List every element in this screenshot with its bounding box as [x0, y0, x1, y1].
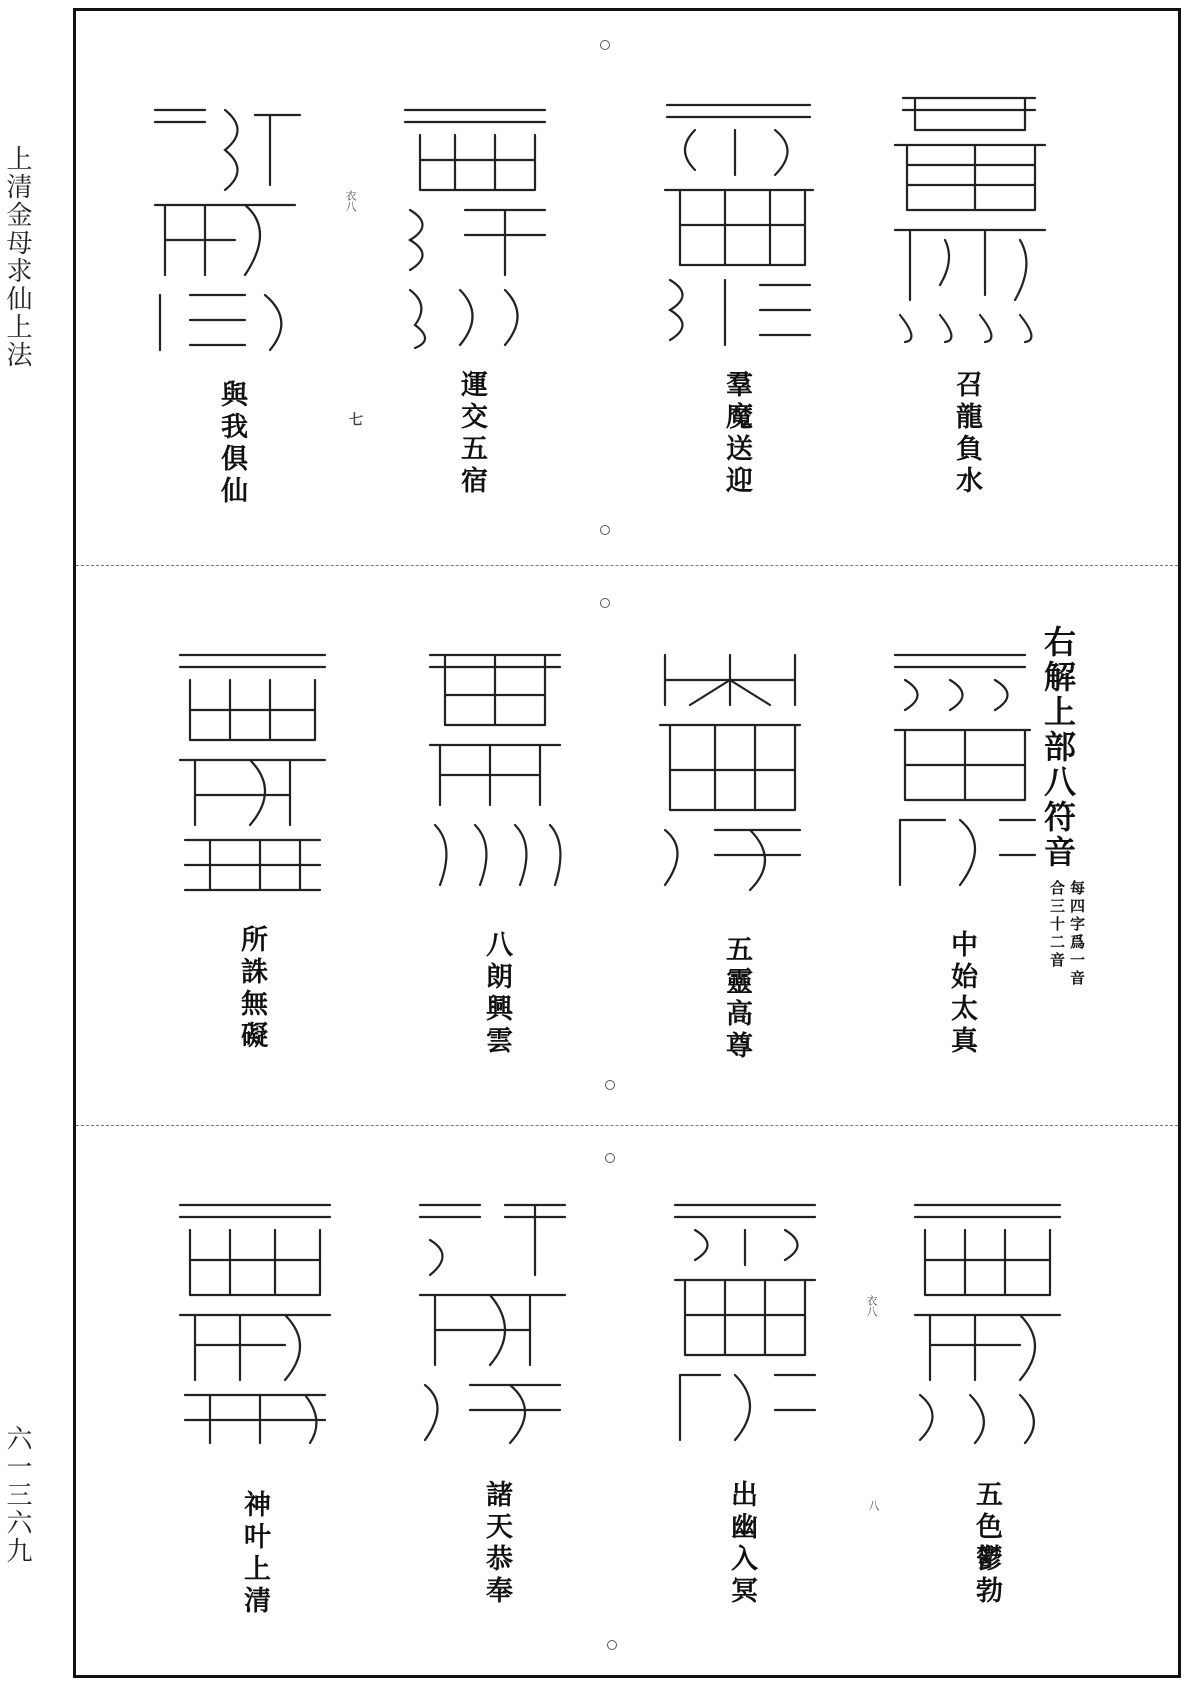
binding-hole-icon	[607, 1640, 617, 1650]
section-heading: 右解上部八符音	[1039, 625, 1077, 870]
book-title: 上清金母求仙上法	[2, 145, 32, 369]
talisman-caption: 所誅無礙	[236, 925, 267, 1053]
seal-script-glyph-icon	[420, 645, 570, 890]
register-divider-upper	[76, 565, 1178, 566]
seal-script-glyph-icon	[885, 90, 1055, 350]
talisman-caption: 諸天恭奉	[481, 1480, 512, 1608]
talisman-caption: 神叶上清	[239, 1490, 270, 1618]
seal-script-glyph-icon	[665, 1195, 825, 1445]
seal-script-glyph-icon	[145, 100, 305, 355]
binding-hole-icon	[600, 40, 610, 50]
talisman-caption: 出幽入冥	[726, 1480, 757, 1608]
talisman-caption: 五靈高尊	[721, 935, 752, 1063]
seal-script-glyph-icon	[885, 645, 1040, 890]
talisman-caption: 中始太真	[946, 930, 977, 1058]
margin-mark: 八	[867, 1500, 880, 1511]
seal-script-glyph-icon	[170, 645, 335, 895]
margin-mark: 七	[347, 412, 363, 426]
register-divider-lower	[76, 1125, 1178, 1126]
seal-script-glyph-icon	[410, 1195, 575, 1445]
page-number: 六一三六九	[2, 1425, 32, 1565]
talisman-caption: 召龍負水	[951, 370, 982, 498]
section-subnote: 每四字爲一音	[1068, 880, 1086, 988]
binding-hole-icon	[600, 525, 610, 535]
talisman-caption: 羣魔送迎	[721, 370, 752, 498]
binding-hole-icon	[605, 1080, 615, 1090]
margin-mark: 衣八	[865, 1295, 878, 1317]
binding-hole-icon	[605, 1153, 615, 1163]
talisman-caption: 與我俱仙	[216, 380, 247, 508]
margin-mark: 衣八	[344, 190, 357, 212]
seal-script-glyph-icon	[170, 1195, 340, 1445]
seal-script-glyph-icon	[655, 95, 820, 350]
talisman-caption: 八朗興雲	[481, 930, 512, 1058]
section-subnote: 合三十二音	[1048, 880, 1066, 970]
seal-script-glyph-icon	[650, 645, 810, 895]
talisman-caption: 五色鬱勃	[971, 1480, 1002, 1608]
binding-hole-icon	[600, 598, 610, 608]
talisman-caption: 運交五宿	[456, 370, 487, 498]
seal-script-glyph-icon	[905, 1195, 1070, 1445]
seal-script-glyph-icon	[395, 100, 555, 350]
